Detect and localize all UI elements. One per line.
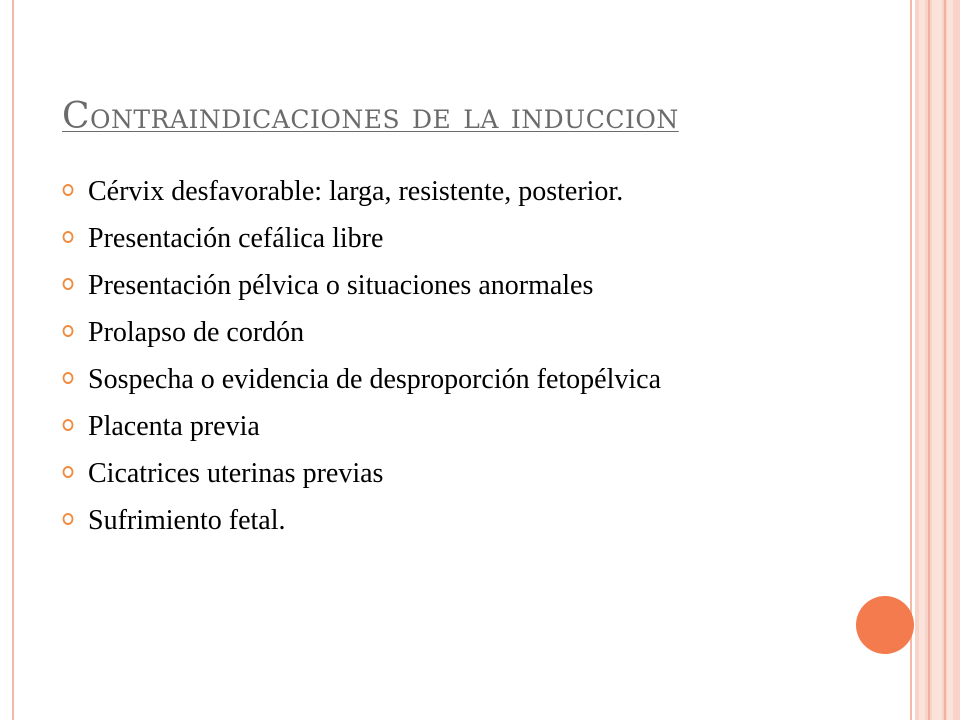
- bullet-icon: [63, 419, 74, 431]
- bullet-item: [62, 222, 822, 256]
- stripe-line-2: [944, 0, 946, 720]
- stripe-2: [932, 0, 942, 720]
- bullet-text: Prolapso de cordón: [88, 317, 305, 348]
- bullet-text: Presentación pélvica o situaciones anormales: [88, 270, 594, 301]
- bullet-text: Cicatrices uterinas previas: [88, 458, 384, 489]
- bullet-icon: [63, 372, 74, 384]
- bullet-text: Cérvix desfavorable: larga, resistente, posterior.: [88, 176, 624, 207]
- stripe-1: [919, 0, 925, 720]
- bullet-item: [62, 457, 822, 491]
- bullet-icon: [63, 184, 74, 196]
- bullet-text: Sufrimiento fetal.: [88, 505, 286, 536]
- orange-circle-icon: [856, 596, 914, 654]
- bullet-icon: [63, 278, 74, 290]
- bullet-list: [62, 175, 822, 551]
- bullet-item: [62, 363, 822, 397]
- stripe-3: [947, 0, 953, 720]
- right-stripe-decoration: [915, 0, 960, 720]
- bullet-icon: [63, 466, 74, 478]
- bullet-text: Placenta previa: [88, 411, 260, 442]
- bullet-item: [62, 175, 822, 209]
- bullet-text: Sospecha o evidencia de desproporción fetopélvica: [88, 364, 662, 395]
- bullet-item: [62, 410, 822, 444]
- bullet-item: [62, 504, 822, 538]
- slide-title: Contraindicaciones de la induccion: [62, 96, 679, 137]
- bullet-icon: [63, 513, 74, 525]
- bullet-text: Presentación cefálica libre: [88, 223, 384, 254]
- stripe-line-1: [928, 0, 930, 720]
- bullet-item: [62, 316, 822, 350]
- bullet-icon: [63, 325, 74, 337]
- bullet-icon: [63, 231, 74, 243]
- bullet-item: [62, 269, 822, 303]
